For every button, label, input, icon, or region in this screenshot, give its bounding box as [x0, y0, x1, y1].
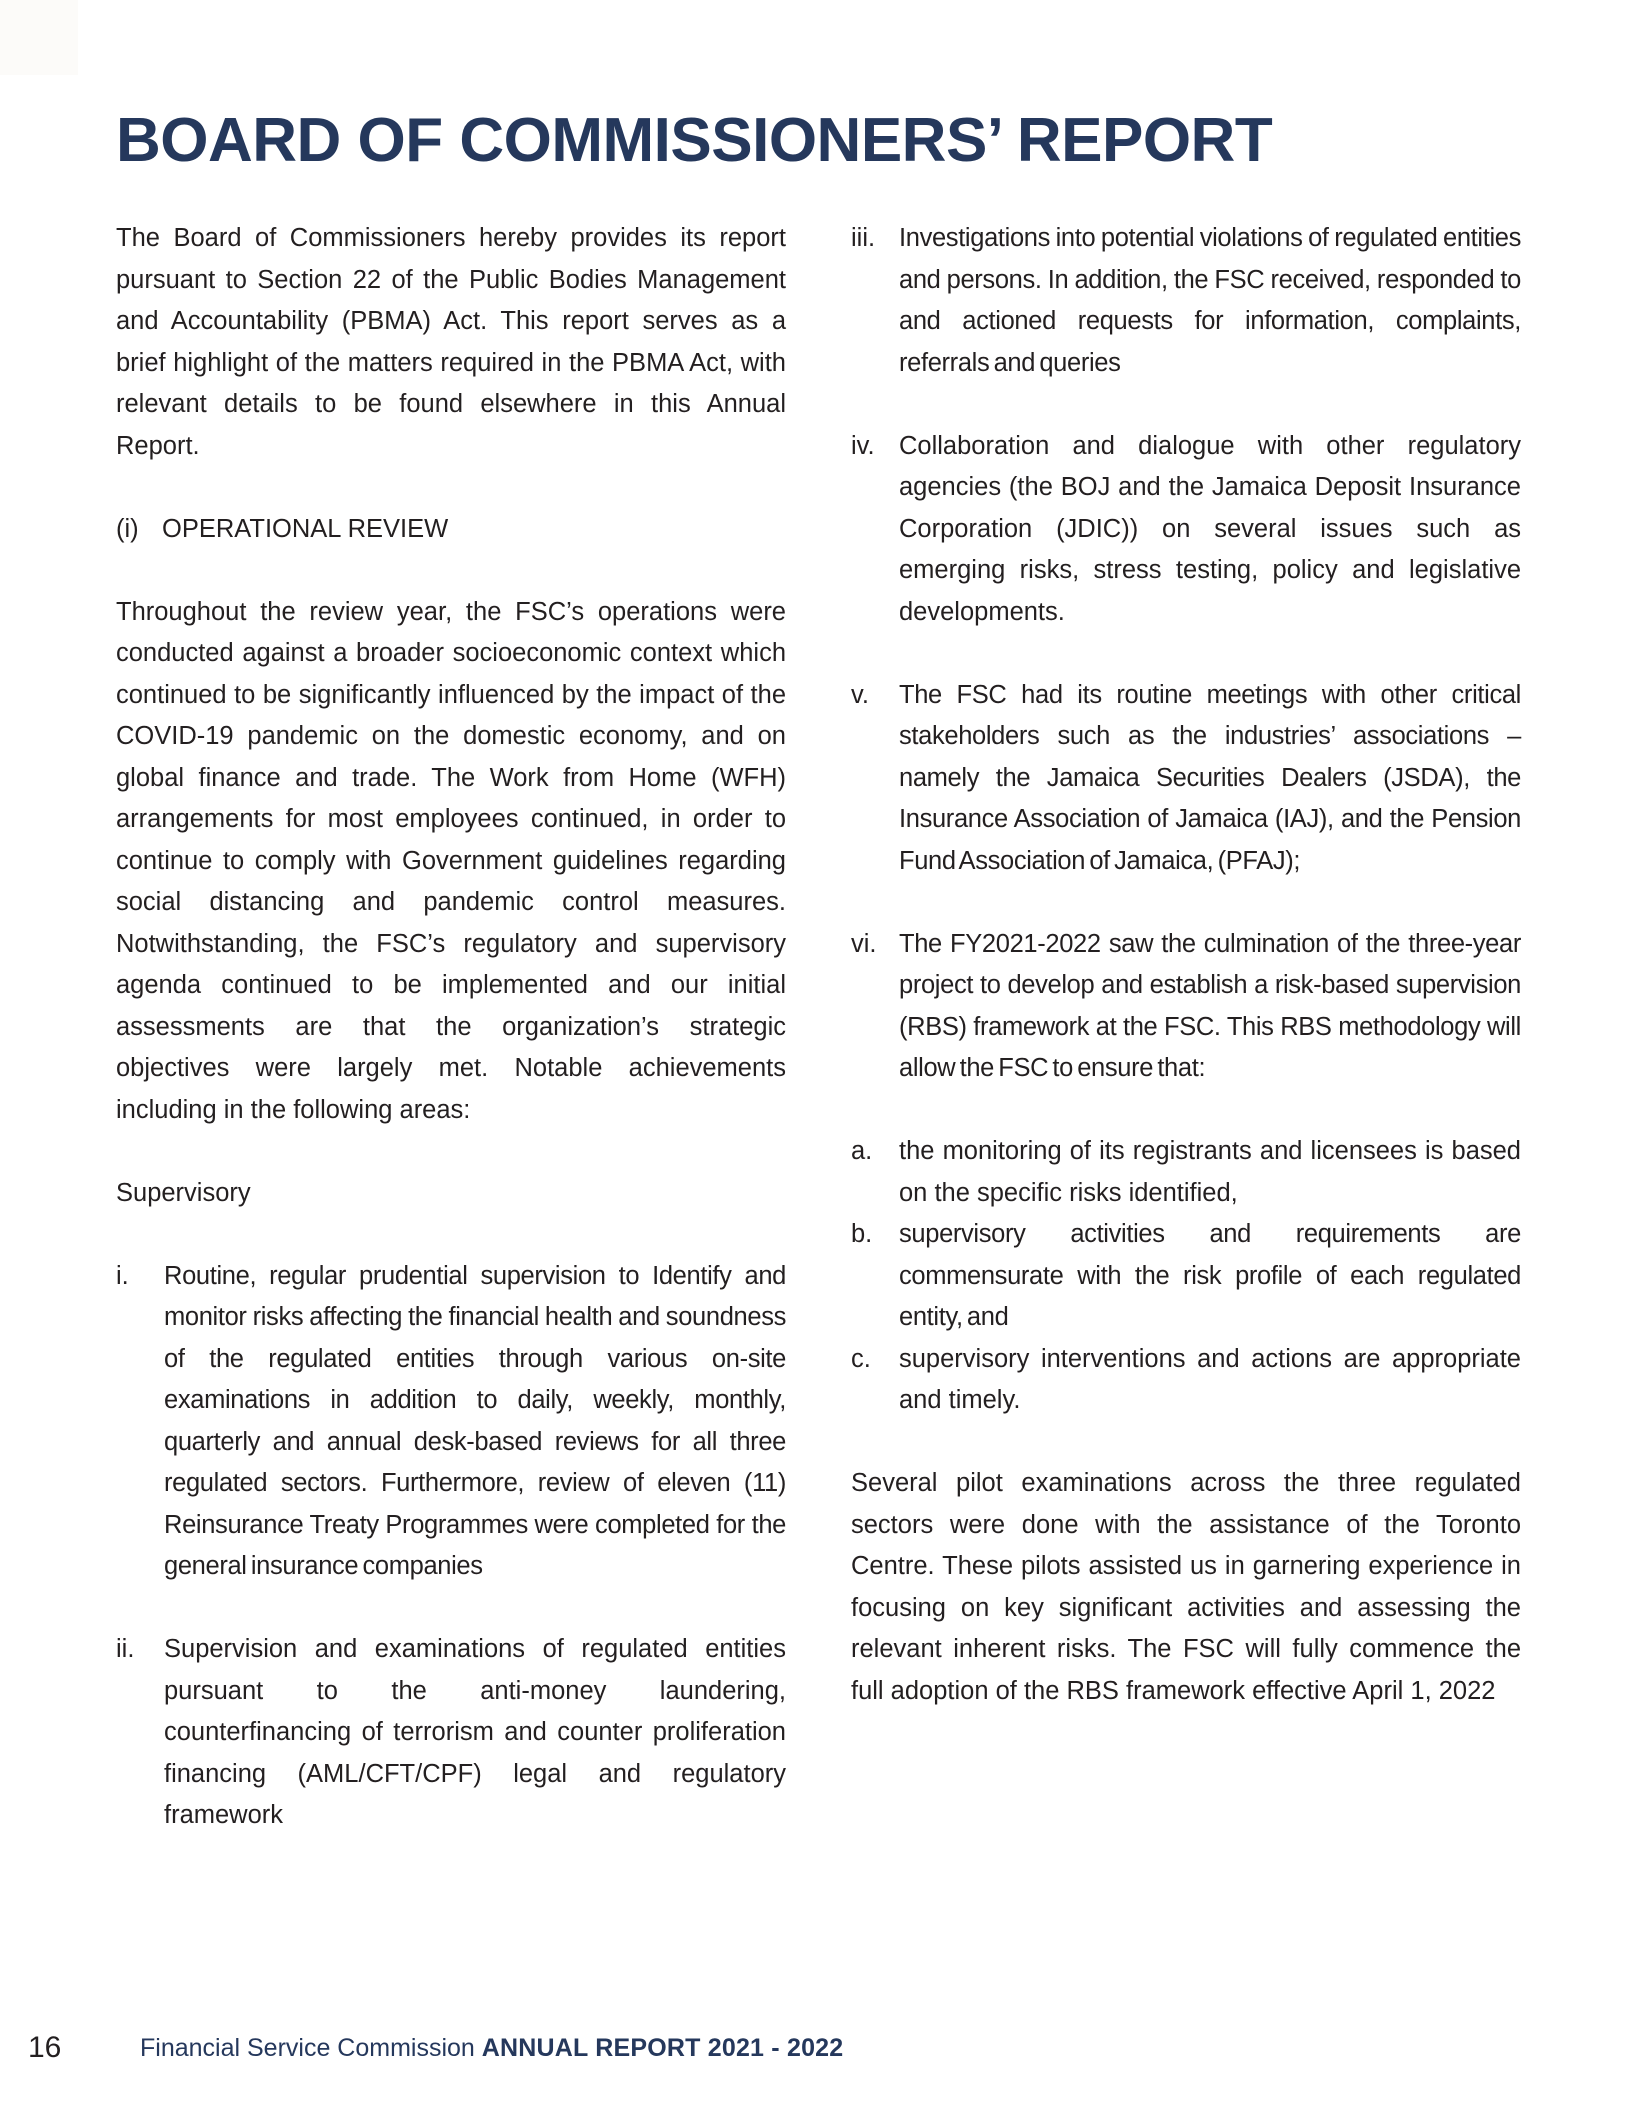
spacer [851, 1422, 1521, 1464]
intro-paragraph: The Board of Commissioners hereby provides its report pursuant to Section 22 of the Public Bodies Management and Accountability (PBMA) Act. This report serves as a brief highlight of the matters required in the PBMA Act, with relevant details to be found elsewhere in this Annual Report. [116, 224, 786, 460]
footer-report-label: ANNUAL REPORT 2021 - 2022 [481, 2034, 844, 2062]
right-list [851, 218, 1521, 1090]
left-list [116, 1256, 786, 1837]
sub-list-marker: a. [851, 1137, 873, 1165]
list-item [851, 1214, 1521, 1339]
list-item [116, 1256, 786, 1588]
spacer [116, 467, 786, 509]
list-item [851, 426, 1521, 634]
page-footer [0, 2028, 1632, 2068]
closing-paragraph: Several pilot examinations across the three regulated sectors were done with the assistance of the Toronto Centre. These pilots assisted us in garnering experience in focusing on key significant activities and assessing the relevant inherent risks. The FSC will fully commence the full adoption of the RBS framework effective April 1, 2022 [851, 1469, 1521, 1705]
list-item [116, 1629, 786, 1837]
list-item [851, 218, 1521, 384]
list-item-text: Routine, regular prudential supervision to Identify and monitor risks affecting the financial health and soundness of the regulated entities through various on-site examinations in addition to daily, weekly, monthly, quarterly and annual desk-based reviews for all three regulated sectors. Furthermore, review of eleven (11) Reinsurance Treaty Programmes were completed for the general insurance companies [164, 1261, 786, 1580]
list-item-text: Investigations into potential violations of regulated entities and persons. In addition, the FSC received, responded to and actioned requests for information, complaints, referrals and queries [899, 224, 1521, 377]
list-marker: vi. [851, 929, 877, 958]
section-marker: (i) [116, 514, 139, 543]
sub-list-item-text: supervisory activities and requirements are commensurate with the risk profile of each regulated entity, and [899, 1220, 1521, 1331]
footer-label [140, 2028, 843, 2068]
page-number: 16 [28, 2031, 62, 2064]
operational-review-heading [116, 509, 786, 551]
list-item [851, 924, 1521, 1090]
list-item [851, 1339, 1521, 1422]
list-marker: iii. [851, 224, 876, 252]
supervisory-subheading: Supervisory [116, 1178, 251, 1207]
list-marker: ii. [116, 1635, 135, 1663]
section-heading-label: OPERATIONAL REVIEW [162, 514, 449, 543]
list-item-text: The FSC had its routine meetings with other critical stakeholders such as the industries’ associations – namely the Jamaica Securities Dealers (JSDA), the Insurance Association of Jamaica (IAJ), and the Pension Fund Association of Jamaica, (PFAJ); [899, 680, 1521, 875]
right-sub-list [851, 1131, 1521, 1422]
spacer [116, 1214, 786, 1256]
page-title: BOARD OF COMMISSIONERS’ REPORT [116, 105, 1273, 175]
spacer [851, 1090, 1521, 1132]
list-item [851, 675, 1521, 883]
spacer [116, 1131, 786, 1173]
left-column [116, 218, 786, 1837]
sub-list-item-text: supervisory interventions and actions are appropriate and timely. [899, 1344, 1521, 1414]
review-paragraph: Throughout the review year, the FSC’s operations were conducted against a broader socioeconomic context which continued to be significantly influenced by the impact of the COVID-19 pandemic on the domestic economy, and on global finance and trade. The Work from Home (WFH) arrangements for most employees continued, in order to continue to comply with Government guidelines regarding social distancing and pandemic control measures. Notwithstanding, the FSC’s regulatory and supervisory agenda continued to be implemented and our initial assessments are that the organization’s strategic objectives were largely met. Notable achievements including in the following areas: [116, 597, 786, 1124]
two-column-body [116, 218, 1521, 1837]
corner-mark [0, 0, 78, 75]
sub-list-marker: c. [851, 1344, 871, 1373]
list-item-text: The FY2021-2022 saw the culmination of the three-year project to develop and establish a risk-based supervision (RBS) framework at the FSC. This RBS methodology will allow the FSC to ensure that: [899, 929, 1521, 1082]
list-item-text: Supervision and examinations of regulated entities pursuant to the anti-money laundering, counterfinancing of terrorism and counter proliferation financing (AML/CFT/CPF) legal and regulatory framework [164, 1635, 786, 1829]
spacer [116, 550, 786, 592]
list-marker: iv. [851, 431, 875, 460]
sub-list-marker: b. [851, 1220, 873, 1248]
list-item [851, 1131, 1521, 1214]
list-item-text: Collaboration and dialogue with other regulatory agencies (the BOJ and the Jamaica Deposit Insurance Corporation (JDIC)) on several issues such as emerging risks, stress testing, policy and legislative developments. [899, 431, 1521, 626]
footer-organization: Financial Service Commission [140, 2034, 482, 2062]
sub-list-item-text: the monitoring of its registrants and licensees is based on the specific risks identified, [899, 1137, 1521, 1207]
list-marker: v. [851, 680, 869, 709]
right-column [851, 218, 1521, 1837]
list-marker: i. [116, 1261, 129, 1290]
